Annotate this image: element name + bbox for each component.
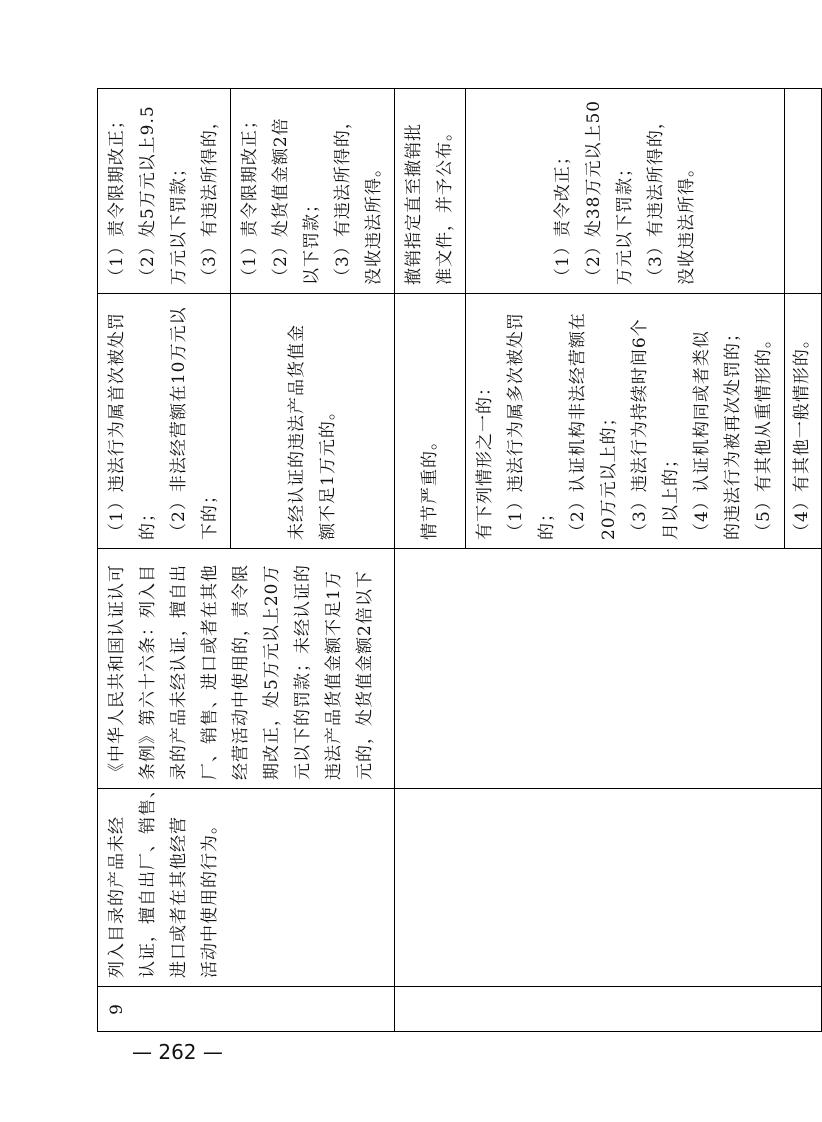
basis-line: 期改正，处5万元以上20万: [262, 564, 282, 780]
circumstance-line: （4）有其他一般情形的。: [792, 330, 812, 540]
penalty-line: 万元以下罚款；: [614, 159, 635, 285]
penalty-cell: [231, 89, 395, 294]
rotated-table-page: [97, 89, 812, 1032]
circumstance-line: （2）认证机构非法经营额在: [568, 312, 588, 540]
penalty-line: （2）处货值金额2倍: [271, 117, 291, 285]
penalty-standard-table: [97, 88, 822, 1032]
circumstance-line: 额不足1万元的。: [317, 402, 338, 540]
circumstance-line: 的；: [138, 504, 158, 540]
basis-line: 经营活动中使用的，责令限: [231, 564, 251, 780]
empty-act-cell: [395, 789, 822, 987]
circumstance-line: （4）认证机构同或者类似: [692, 330, 712, 540]
penalty-line: （3）有违法所得的，: [200, 111, 220, 285]
act-line: 认证，擅自出厂、销售、: [138, 780, 158, 978]
penalty-cell: [98, 89, 231, 294]
penalty-cell: [466, 89, 785, 294]
circumstance-line: 的；: [537, 504, 557, 540]
circumstance-line: （1）违法行为属首次被处罚: [107, 312, 127, 540]
circumstance-line: 有下列情形之一的：: [475, 378, 495, 540]
circumstance-line: 未经认证的违法产品货值金: [286, 324, 307, 540]
circumstance-line: （5）有其他从重情形的。: [754, 330, 774, 540]
basis-line: 厂、销售、进口或者在其他: [200, 564, 220, 780]
legal-basis-cell: [98, 549, 395, 789]
penalty-line: （3）有违法所得的，: [645, 111, 666, 285]
basis-line: 违法产品货值金额不足1万: [324, 570, 344, 780]
table-row-prev-severe: [395, 89, 466, 1032]
act-line: 活动中使用的行为。: [200, 816, 220, 978]
circumstance-line: 月以上的；: [661, 450, 681, 540]
circumstance-cell: [466, 294, 785, 549]
act-line: 进口或者在其他经营: [169, 816, 189, 978]
penalty-line: 准文件，并予公布。: [435, 123, 455, 285]
page-number: — 262 —: [132, 1040, 223, 1064]
penalty-line: 以下罚款；: [302, 195, 322, 285]
circumstance-line: 的违法行为被再次处罚的；: [723, 324, 743, 540]
table-row-9-tier-2: [98, 89, 231, 1032]
penalty-line: （1）责令改正；: [552, 147, 573, 285]
circumstance-cell: [231, 294, 395, 549]
penalty-line: 万元以下罚款；: [169, 159, 189, 285]
basis-line: 元以下的罚款；未经认证的: [293, 564, 313, 780]
circumstance-cell: [785, 294, 822, 549]
empty-basis-cell: [395, 549, 822, 789]
penalty-line: （2）处38万元以上50: [583, 99, 604, 285]
illegal-act-cell: [98, 780, 395, 987]
penalty-line: 撤销指定直至撤销批: [404, 123, 424, 285]
empty-number-cell: [395, 987, 822, 1032]
circumstance-cell: [395, 294, 466, 549]
penalty-cell-empty: [785, 89, 822, 294]
penalty-line: （1）责令限期改正；: [107, 111, 127, 285]
basis-line: 条例》第六十六条：列入目: [138, 564, 158, 780]
circumstance-cell: [98, 294, 231, 549]
penalty-cell: [395, 89, 466, 294]
penalty-line: 没收违法所得。: [676, 159, 697, 285]
circumstance-line: 下的；: [200, 486, 220, 540]
basis-line: 元的，处货值金额2倍以下: [355, 570, 375, 780]
circumstance-line: 20万元以上的；: [599, 408, 619, 540]
penalty-line: （1）责令限期改正；: [240, 111, 260, 285]
row-number-cell: [98, 987, 395, 1032]
penalty-line: （2）处5万元以上9.5: [138, 105, 158, 285]
basis-line: 《中华人民共和国认证认可: [107, 564, 127, 780]
row-number: 9: [107, 1003, 127, 1015]
basis-line: 录的产品未经认证，擅自出: [169, 564, 189, 780]
circumstance-line: （3）违法行为持续时间6个: [630, 318, 650, 540]
circumstance-line: （1）违法行为属多次被处罚: [506, 312, 526, 540]
penalty-line: 没收违法所得。: [364, 159, 384, 285]
act-line: 列入目录的产品未经: [107, 816, 127, 978]
circumstance-line: （2）非法经营额在10万元以: [169, 306, 189, 540]
circumstance-line: 情节严重的。: [419, 432, 440, 540]
penalty-line: （3）有违法所得的，: [333, 111, 353, 285]
